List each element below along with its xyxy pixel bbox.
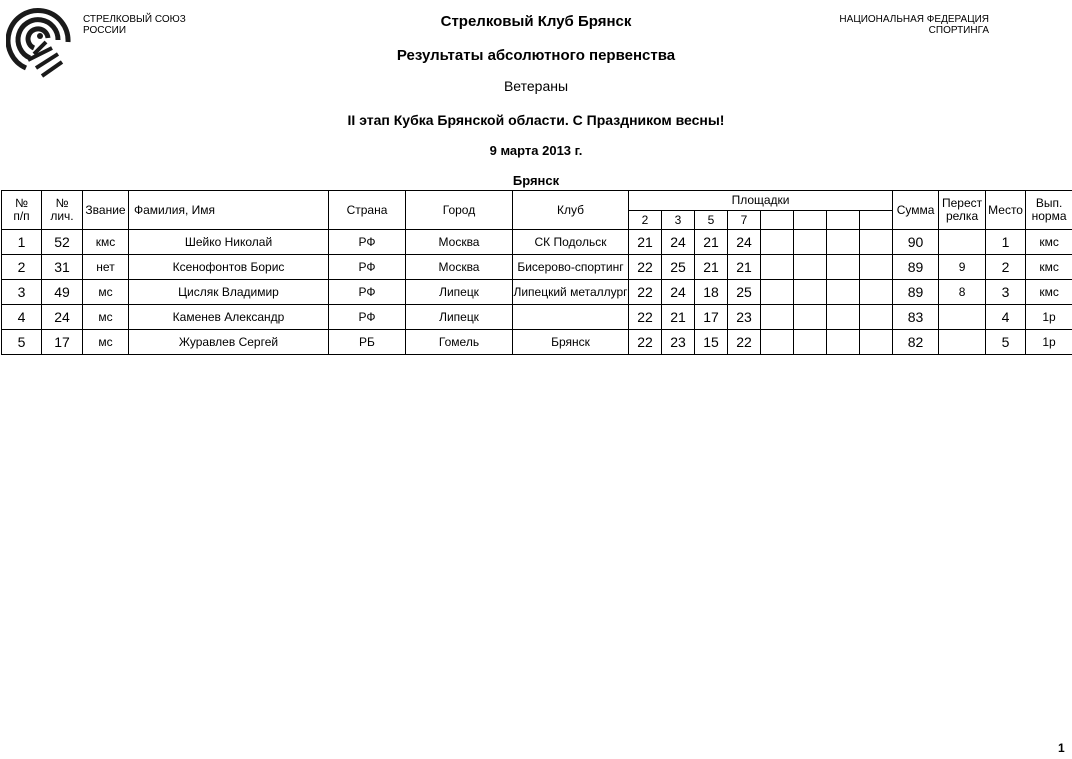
org-left-line: РОССИИ	[83, 25, 127, 36]
org-right-line: СПОРТИНГА	[928, 25, 989, 36]
event-city: Брянск	[512, 173, 560, 188]
cell-range-score: 25	[728, 280, 761, 305]
cell-range-score	[794, 280, 827, 305]
range-number	[827, 211, 860, 230]
cell-place: 5	[986, 330, 1026, 355]
cell-range-score: 21	[629, 230, 662, 255]
cell-club: Брянск	[513, 330, 629, 355]
cell-name: Каменев Александр	[129, 305, 329, 330]
cell-num: 1	[2, 230, 42, 255]
cell-norm: 1р	[1026, 305, 1072, 330]
cell-range-score	[761, 230, 794, 255]
cell-range-score	[761, 255, 794, 280]
cell-range-score: 23	[662, 330, 695, 355]
cell-range-score	[827, 255, 860, 280]
cell-range-score	[827, 330, 860, 355]
header-rank: Звание	[83, 191, 129, 230]
cell-range-score	[860, 280, 893, 305]
cell-rank: нет	[83, 255, 129, 280]
header-shootoff: Перест релка	[939, 191, 986, 230]
cell-range-score: 22	[728, 330, 761, 355]
cell-range-score: 22	[629, 255, 662, 280]
cell-country: РФ	[329, 230, 406, 255]
table-row	[2, 255, 1072, 280]
cell-total: 89	[893, 255, 939, 280]
cell-total: 90	[893, 230, 939, 255]
cell-range-score	[827, 305, 860, 330]
cell-name: Журавлев Сергей	[129, 330, 329, 355]
range-number: 7	[728, 211, 761, 230]
header-num: № п/п	[2, 191, 42, 230]
cell-norm: кмс	[1026, 280, 1072, 305]
cell-range-score: 21	[728, 255, 761, 280]
cell-name: Шейко Николай	[129, 230, 329, 255]
cell-club: Липецкий металлург	[513, 280, 629, 305]
cell-license: 31	[42, 255, 83, 280]
range-number	[761, 211, 794, 230]
header-country: Страна	[329, 191, 406, 230]
cell-range-score: 21	[695, 230, 728, 255]
cell-total: 83	[893, 305, 939, 330]
cell-range-score: 24	[728, 230, 761, 255]
cell-city: Липецк	[406, 280, 513, 305]
cell-num: 5	[2, 330, 42, 355]
range-number: 3	[662, 211, 695, 230]
cell-rank: мс	[83, 280, 129, 305]
cell-range-score	[860, 330, 893, 355]
cell-club	[513, 305, 629, 330]
cell-shootoff	[939, 230, 986, 255]
cell-rank: кмс	[83, 230, 129, 255]
cell-range-score: 21	[695, 255, 728, 280]
cell-range-score	[827, 230, 860, 255]
header-total: Сумма	[893, 191, 939, 230]
cell-range-score	[761, 330, 794, 355]
header-license: № лич.	[42, 191, 83, 230]
cell-range-score	[761, 280, 794, 305]
header-norm: Вып. норма	[1026, 191, 1072, 230]
cell-shootoff	[939, 330, 986, 355]
cell-norm: кмс	[1026, 255, 1072, 280]
header-club: Клуб	[513, 191, 629, 230]
cell-range-score: 23	[728, 305, 761, 330]
cell-total: 89	[893, 280, 939, 305]
cell-club: Бисерово-спортинг	[513, 255, 629, 280]
cell-range-score: 24	[662, 280, 695, 305]
cell-range-score	[761, 305, 794, 330]
cell-range-score	[860, 230, 893, 255]
cell-name: Ксенофонтов Борис	[129, 255, 329, 280]
cell-country: РФ	[329, 305, 406, 330]
range-number: 2	[629, 211, 662, 230]
cell-range-score	[827, 280, 860, 305]
org-right-line: НАЦИОНАЛЬНАЯ ФЕДЕРАЦИЯ	[839, 14, 989, 25]
category: Ветераны	[503, 78, 569, 94]
cell-range-score: 22	[629, 305, 662, 330]
cell-place: 1	[986, 230, 1026, 255]
cell-num: 2	[2, 255, 42, 280]
cell-range-score: 22	[629, 330, 662, 355]
cell-norm: кмс	[1026, 230, 1072, 255]
cell-num: 4	[2, 305, 42, 330]
cell-range-score: 24	[662, 230, 695, 255]
org-left-line: СТРЕЛКОВЫЙ СОЮЗ	[83, 14, 186, 25]
header-place: Место	[986, 191, 1026, 230]
header-ranges: Площадки	[629, 191, 893, 211]
table-row	[2, 230, 1072, 255]
cell-rank: мс	[83, 305, 129, 330]
cell-shootoff	[939, 305, 986, 330]
cell-license: 24	[42, 305, 83, 330]
range-number	[860, 211, 893, 230]
event-date: 9 марта 2013 г.	[489, 143, 583, 158]
cell-range-score: 25	[662, 255, 695, 280]
cell-total: 82	[893, 330, 939, 355]
cell-range-score: 15	[695, 330, 728, 355]
table-row	[2, 305, 1072, 330]
cell-place: 2	[986, 255, 1026, 280]
page-title: Результаты абсолютного первенства	[396, 47, 676, 64]
range-number: 5	[695, 211, 728, 230]
cell-range-score: 17	[695, 305, 728, 330]
cell-city: Москва	[406, 255, 513, 280]
cell-range-score	[860, 305, 893, 330]
cell-city: Липецк	[406, 305, 513, 330]
table-row	[2, 280, 1072, 305]
results-table	[1, 190, 1072, 355]
cell-name: Цисляк Владимир	[129, 280, 329, 305]
cell-country: РБ	[329, 330, 406, 355]
cell-country: РФ	[329, 280, 406, 305]
cell-num: 3	[2, 280, 42, 305]
cell-city: Гомель	[406, 330, 513, 355]
cell-range-score	[794, 255, 827, 280]
cell-range-score: 21	[662, 305, 695, 330]
cell-range-score	[794, 305, 827, 330]
cell-license: 49	[42, 280, 83, 305]
header-name: Фамилия, Имя	[129, 191, 329, 230]
cell-range-score: 22	[629, 280, 662, 305]
cell-shootoff: 9	[939, 255, 986, 280]
cell-city: Москва	[406, 230, 513, 255]
page-number: 1	[1058, 741, 1065, 755]
club-name: Стрелковый Клуб Брянск	[440, 13, 632, 30]
cell-range-score	[794, 230, 827, 255]
range-number	[794, 211, 827, 230]
cell-club: СК Подольск	[513, 230, 629, 255]
cell-country: РФ	[329, 255, 406, 280]
cell-license: 17	[42, 330, 83, 355]
table-row	[2, 330, 1072, 355]
cell-norm: 1р	[1026, 330, 1072, 355]
cell-license: 52	[42, 230, 83, 255]
header-city: Город	[406, 191, 513, 230]
cell-rank: мс	[83, 330, 129, 355]
cell-range-score: 18	[695, 280, 728, 305]
event-name: II этап Кубка Брянской области. С Праздником весны!	[347, 112, 725, 128]
cell-shootoff: 8	[939, 280, 986, 305]
cell-range-score	[860, 255, 893, 280]
cell-range-score	[794, 330, 827, 355]
cell-place: 4	[986, 305, 1026, 330]
cell-place: 3	[986, 280, 1026, 305]
